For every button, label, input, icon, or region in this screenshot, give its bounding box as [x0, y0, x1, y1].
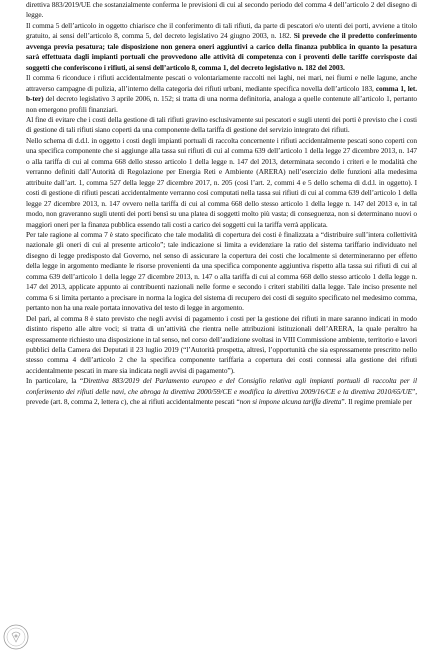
- italic-text: non si impone alcuna tariffa diretta: [239, 397, 342, 407]
- paragraph: [26, 115, 417, 136]
- document-page: [26, 0, 417, 408]
- text-run: Per tale ragione al comma 7 è stato specificato che tale modalità di copertura dei costi è finalizzata a “distribuire sull’intera collettività nazionale gli oneri di cui al presente articolo”; tale indicazione si limita a evidenziare la ratio del sistema tariffario individuato nel disegno di legge predisposto dal Governo, nel senso di assicurare la copertura dei costi che localmente si determineranno per effetto della legge in argomento mediante le risorse provenienti da una specifica componente aggiuntiva rispetto alla tassa sui rifiuti di cui al comma 639 dell’articolo 1 della legge 27 dicembre 2013, n. 147 o alla tariffa di cui al comma 668 dello stesso articolo 1 della legge n. 147 del 2013, applicate appunto ai contribuenti nazionali nelle forme e secondo i criteri stabiliti dalla legge. Tale inciso presente nel comma 6 si limita pertanto a precisare in norma la logica del sistema di recupero dei costi di seguito specificato nel medesimo comma, pertanto non ha una reale portata innovativa del testo di legge in argomento.: [26, 229, 417, 313]
- paragraph: [26, 73, 417, 115]
- bold-text: Si prevede che il predetto conferimento avvenga previa pesatura; tale disposizione non genera oneri aggiuntivi a carico della finanza pubblica in quanto la pesatura sarà effettuata dagli impianti portuali che provvedono alle attività di competenza con i proventi delle tariffe corrisposte dai soggetti che conferiscono i rifiuti, ai sensi dell’articolo 8, comma 1, del decreto legislativo n. 182 del 2003.: [26, 31, 417, 72]
- paragraph: [26, 376, 417, 407]
- paragraph: [26, 0, 417, 21]
- text-run: Il comma 6 riconduce i rifiuti accidentalmente pescati o volontariamente raccolti nei laghi, nei mari, nei fiumi e nelle lagune, anche attraverso campagne di pulizia, all’interno della categoria dei rifiuti urbani, mediante specifica novella dell’articolo 183,: [26, 73, 417, 93]
- paragraph: [26, 230, 417, 314]
- text-run: direttiva 883/2019/UE che sostanzialmente conferma le previsioni di cui al secondo periodo del comma 4 dell’articolo 2 del disegno di legge.: [26, 0, 417, 20]
- text-run: ”, prevede (art. 8, comma 2, lettera c), che ai rifiuti accidentalmente pescati “: [26, 386, 417, 407]
- text-run: ”. Il regime premiale per: [341, 397, 412, 407]
- paragraph: [26, 314, 417, 377]
- official-stamp-seal: [3, 624, 29, 650]
- text-run: Il comma 5 dell’articolo in oggetto chiarisce che il conferimento di tali rifiuti, da parte di pescatori e/o utenti dei porti, avviene a titolo gratuito, ai sensi dell’articolo 8, comma 5, del decreto legislativo 24 giugno 2003, n. 182.: [26, 20, 417, 41]
- paragraph: [26, 21, 417, 73]
- text-run: Al fine di evitare che i costi della gestione di tali rifiuti gravino esclusivamente sui pescatori e sugli utenti dei porti è previsto che i costi di gestione di tali rifiuti siano coperti da una componente della tariffa di gestione del servizio integrato dei rifiuti.: [26, 114, 417, 135]
- text-run: Del pari, al comma 8 è stato previsto che negli avvisi di pagamento i costi per la gestione dei rifiuti in mare saranno indicati in modo distinto rispetto alle altre voci; si tratta di un’attività che rientra nelle attribuzioni istituzionali dell’ARERA, la quale peraltro ha espressamente richiesto una disposizione in tal senso, nel corso dell’audizione svoltasi in VIII Commissione ambiente, territorio e lavori pubblici della Camera dei Deputati il 23 luglio 2019 (“l’Autorità prospetta, altresì, l’opportunità che sia espressamente prescritto nello stesso comma 4 dell’articolo 2 che la specifica componente tariffaria a copertura dei costi connessi alla gestione dei rifiuti accidentalmente pescati in mare sia indicata negli avvisi di pagamento”).: [26, 313, 417, 375]
- text-run: Nello schema di d.d.l. in oggetto i costi degli impianti portuali di raccolta concernente i rifiuti accidentalmente pescati sono coperti con una specifica componente che si aggiunge alla tassa sui rifiuti di cui al comma 639 dell’articolo 1 della legge 27 dicembre 2013, n. 147 o alla tariffa di cui al comma 668 dello stesso articolo 1 della legge n. 147 del 2013, determinata secondo i criteri e le modalità che verranno definiti dall’Autorità di Regolazione per Energia Reti e Ambiente (ARERA) nell’esercizio delle funzioni alla medesima attribuite dall’art. 1, comma 527 della legge 27 dicembre 2017, n. 205 (così l’art. 2, commi 4 e 5 dello schema di d.d.l. in oggetto). I costi di gestione di rifiuti pescati accidentalmente verranno così computati nella tassa sui rifiuti di cui al comma 639 dell’articolo 1 della legge 27 dicembre 2013, n. 147 ovvero nella tariffa di cui al comma 668 dello stesso articolo 1 della legge n. 147 del 2013 e, in tal modo, non graveranno sugli utenti dei porti bensì su una platea di soggetti molto più vasta; di conseguenza, non si determinano nuovi o maggiori oneri per la finanza pubblica essendo tali costi a carico dei soggetti cui la tariffa verrà applicata.: [26, 135, 417, 229]
- bold-text: comma 1, let. b-ter): [26, 83, 417, 104]
- paragraph: [26, 136, 417, 230]
- italic-text: Direttiva 883/2019 del Parlamento europeo e del Consiglio relativa agli impianti portuali di raccolta per il conferimento dei rifiuti delle navi, che abroga la direttiva 2000/59/CE e modifica la direttiva 2009/16/CE e la direttiva 2010/65/UE: [26, 376, 417, 396]
- text-run: del decreto legislativo 3 aprile 2006, n. 152; si tratta di una norma definitoria, analoga a quelle contenute all’articolo 1, pertanto non emergono profili finanziari.: [26, 94, 417, 114]
- text-run: In particolare, la “: [26, 376, 84, 386]
